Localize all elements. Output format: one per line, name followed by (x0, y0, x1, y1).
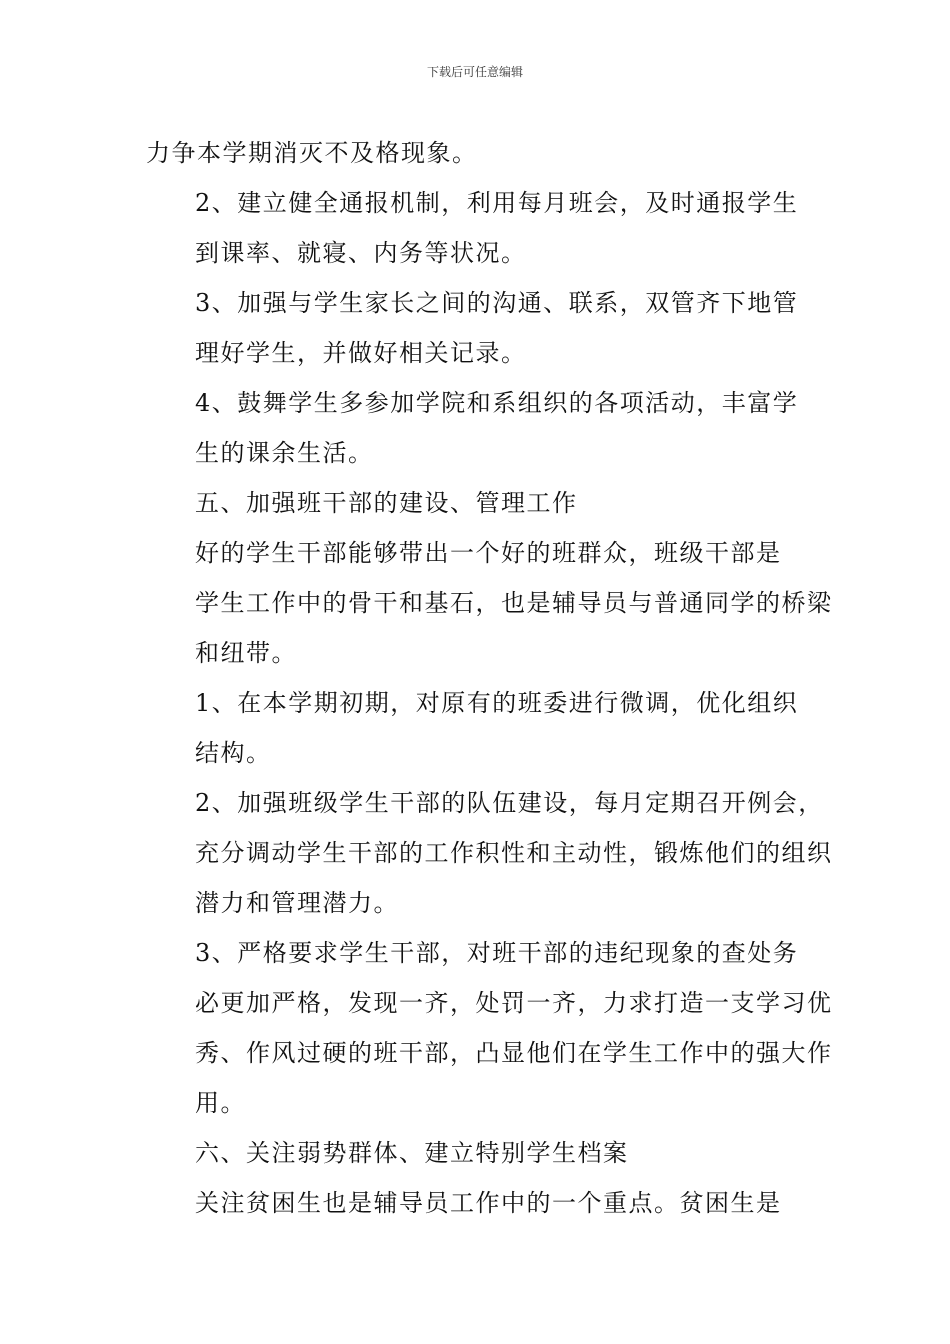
paragraph-cadre-item-2 (146, 778, 833, 928)
paragraph-item-2-reporting (146, 178, 808, 278)
heading-text: 六、关注弱势群体、建立特别学生档案 (195, 1139, 629, 1167)
text-line: 力争本学期消灭不及格现象。 (146, 139, 478, 167)
text-line: 3、严格要求学生干部，对班干部的违纪现象的查处务 (195, 939, 799, 967)
text-line: 秀、作风过硬的班干部，凸显他们在学生工作中的强大作 (195, 1039, 833, 1067)
text-line: 2、建立健全通报机制，利用每月班会，及时通报学生 (195, 189, 799, 217)
paragraph-item-3-parents (146, 278, 808, 378)
text-line: 关注贫困生也是辅导员工作中的一个重点。贫困生是 (195, 1189, 782, 1217)
paragraph-cadre-item-1 (146, 678, 808, 778)
text-line: 用。 (195, 1089, 246, 1117)
page-header-note: 下载后可任意编辑 (426, 65, 523, 79)
text-line: 理好学生，并做好相关记录。 (195, 339, 527, 367)
paragraph-item-4-activities (146, 378, 808, 478)
document-body (146, 128, 833, 1228)
text-line: 生的课余生活。 (195, 439, 374, 467)
text-line: 结构。 (195, 739, 272, 767)
paragraph-cadre-intro (146, 528, 833, 678)
text-line: 和纽带。 (195, 639, 297, 667)
text-line: 2、加强班级学生干部的队伍建设，每月定期召开例会， (195, 789, 824, 817)
text-line: 好的学生干部能够带出一个好的班群众，班级干部是 (195, 539, 782, 567)
text-line: 到课率、就寝、内务等状况。 (195, 239, 527, 267)
paragraph-continuation (146, 128, 808, 178)
paragraph-poor-students (146, 1178, 808, 1228)
heading-text: 五、加强班干部的建设、管理工作 (195, 489, 578, 517)
text-line: 学生工作中的骨干和基石，也是辅导员与普通同学的桥梁 (195, 589, 833, 617)
text-line: 充分调动学生干部的工作积性和主动性，锻炼他们的组织 (195, 839, 833, 867)
text-line: 潜力和管理潜力。 (195, 889, 399, 917)
section-heading-six (146, 1128, 808, 1178)
text-line: 必更加严格，发现一齐，处罚一齐，力求打造一支学习优 (195, 989, 833, 1017)
text-line: 4、鼓舞学生多参加学院和系组织的各项活动，丰富学 (195, 389, 799, 417)
text-line: 3、加强与学生家长之间的沟通、联系，双管齐下地管 (195, 289, 799, 317)
paragraph-cadre-item-3 (146, 928, 833, 1128)
section-heading-five (146, 478, 808, 528)
text-line: 1、在本学期初期，对原有的班委进行微调，优化组织 (195, 689, 799, 717)
